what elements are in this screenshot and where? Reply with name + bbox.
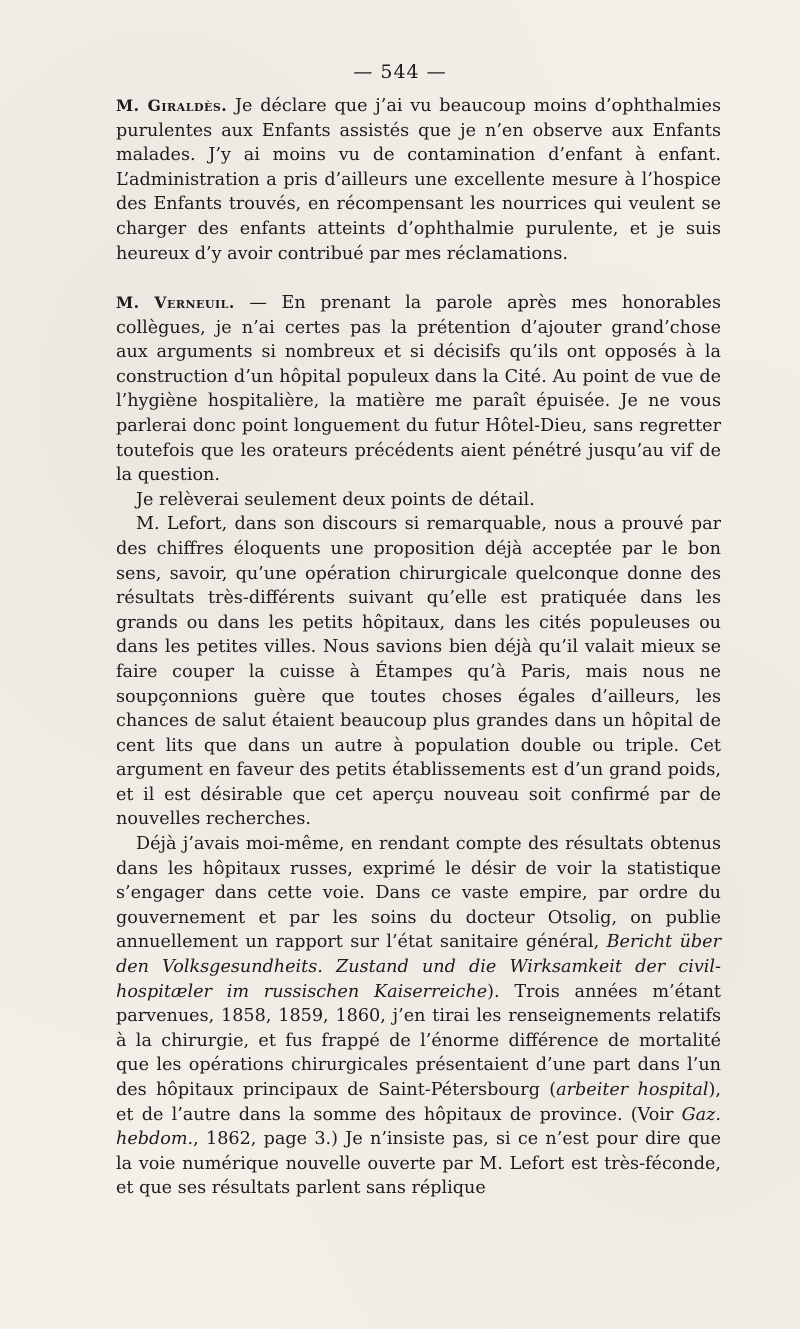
speaker-name: M. Verneuil. [116, 293, 235, 312]
verneuil-remarks [116, 291, 721, 1201]
italic-citation: Gaz. hebdom. [116, 1104, 721, 1150]
paragraph-text: , 1862, page 3.) Je n’insiste pas, si ce n’est pour dire que la voie numérique nouvelle ouverte par M. Lefort est très-féconde, et que ses résultats parlent sans réplique [116, 1129, 721, 1199]
paragraph-text: Déjà j’avais moi-même, en rendant compte des résultats obtenus dans les hôpitaux russes, exprimé le désir de voir la statistique s’engager dans cette voie. Dans ce vaste empire, par ordre du gouvernement et par les soins du docteur Otsolig, on publie annuellement un rapport sur l’état sanitaire général, [116, 834, 721, 953]
paragraph-text: — En prenant la parole après mes honorables collègues, je n’ai certes pas la prétention d’ajouter grand’chose aux arguments si nombreux et si décisifs qu’ils ont opposés à la construction d’un hôpital populeux dans la Cité. Au point de vue de l’hygiène hospitalière, la matière me paraît épuisée. Je ne vous parlerai donc point longuement du futur Hôtel-Dieu, sans regretter toutefois que les orateurs précédents aient pénétré jusqu’au vif de la question. [116, 293, 722, 486]
paragraph-text: Je déclare que j’ai vu beaucoup moins d’ophthalmies purulentes aux Enfants assistés que je n’en observe aux Enfants malades. J’y ai moins vu de contamination d’enfant à enfant. L’administration a pris d’ailleurs une excellente mesure à l’hospice des Enfants trouvés, en récompensant les nourrices qui veulent se charger des enfants atteints d’ophthalmie purulente, et je suis heureux d’y avoir contribué par mes réclamations. [116, 96, 721, 264]
paragraph-text: ). Trois années m’étant parvenues, 1858, 1859, 1860, j’en tirai les renseignements relatifs à la chirurgie, et fus frappé de l’énorme différence de mortalité que les opérations chirurgicales présentaient d’une part dans l’un des hôpitaux principaux de Saint-Pétersbourg ( [116, 981, 721, 1100]
paragraph [116, 291, 721, 488]
paragraph [116, 832, 721, 1201]
italic-title: arbeiter hospital [556, 1080, 709, 1100]
page-number: — 544 — [353, 61, 447, 83]
giraldes-remarks [116, 94, 721, 266]
paragraph: Je relèverai seulement deux points de détail. [136, 489, 535, 510]
paragraph [116, 94, 721, 266]
italic-title: Bericht über den Volksgesundheits. Zustand und die Wirksamkeit der civil-hospitæler im russischen Kaiserreiche [116, 932, 721, 1002]
speaker-name: M. Giraldès. [116, 96, 228, 115]
paragraph-text: ), et de l’autre dans la somme des hôpitaux de province. (Voir [116, 1080, 721, 1125]
paragraph: M. Lefort, dans son discours si remarquable, nous a prouvé par des chiffres éloquents une proposition déjà acceptée par le bon sens, savoir, qu’une opération chirurgicale quelconque donne des résultats très-différents suivant qu’elle est pratiquée dans les grands ou dans les petits hôpitaux, dans les cités populeuses ou dans les petites villes. Nous savions bien déjà qu’il valait mieux se faire couper la cuisse à Étampes qu’à Paris, mais nous ne soupçonnions guère que toutes choses égales d’ailleurs, les chances de salut étaient beaucoup plus grandes dans un hôpital de cent lits que dans un autre à population double ou triple. Cet argument en faveur des petits établissements est d’un grand poids, et il est désirable que cet aperçu nouveau soit confirmé par de nouvelles recherches. [116, 514, 721, 830]
